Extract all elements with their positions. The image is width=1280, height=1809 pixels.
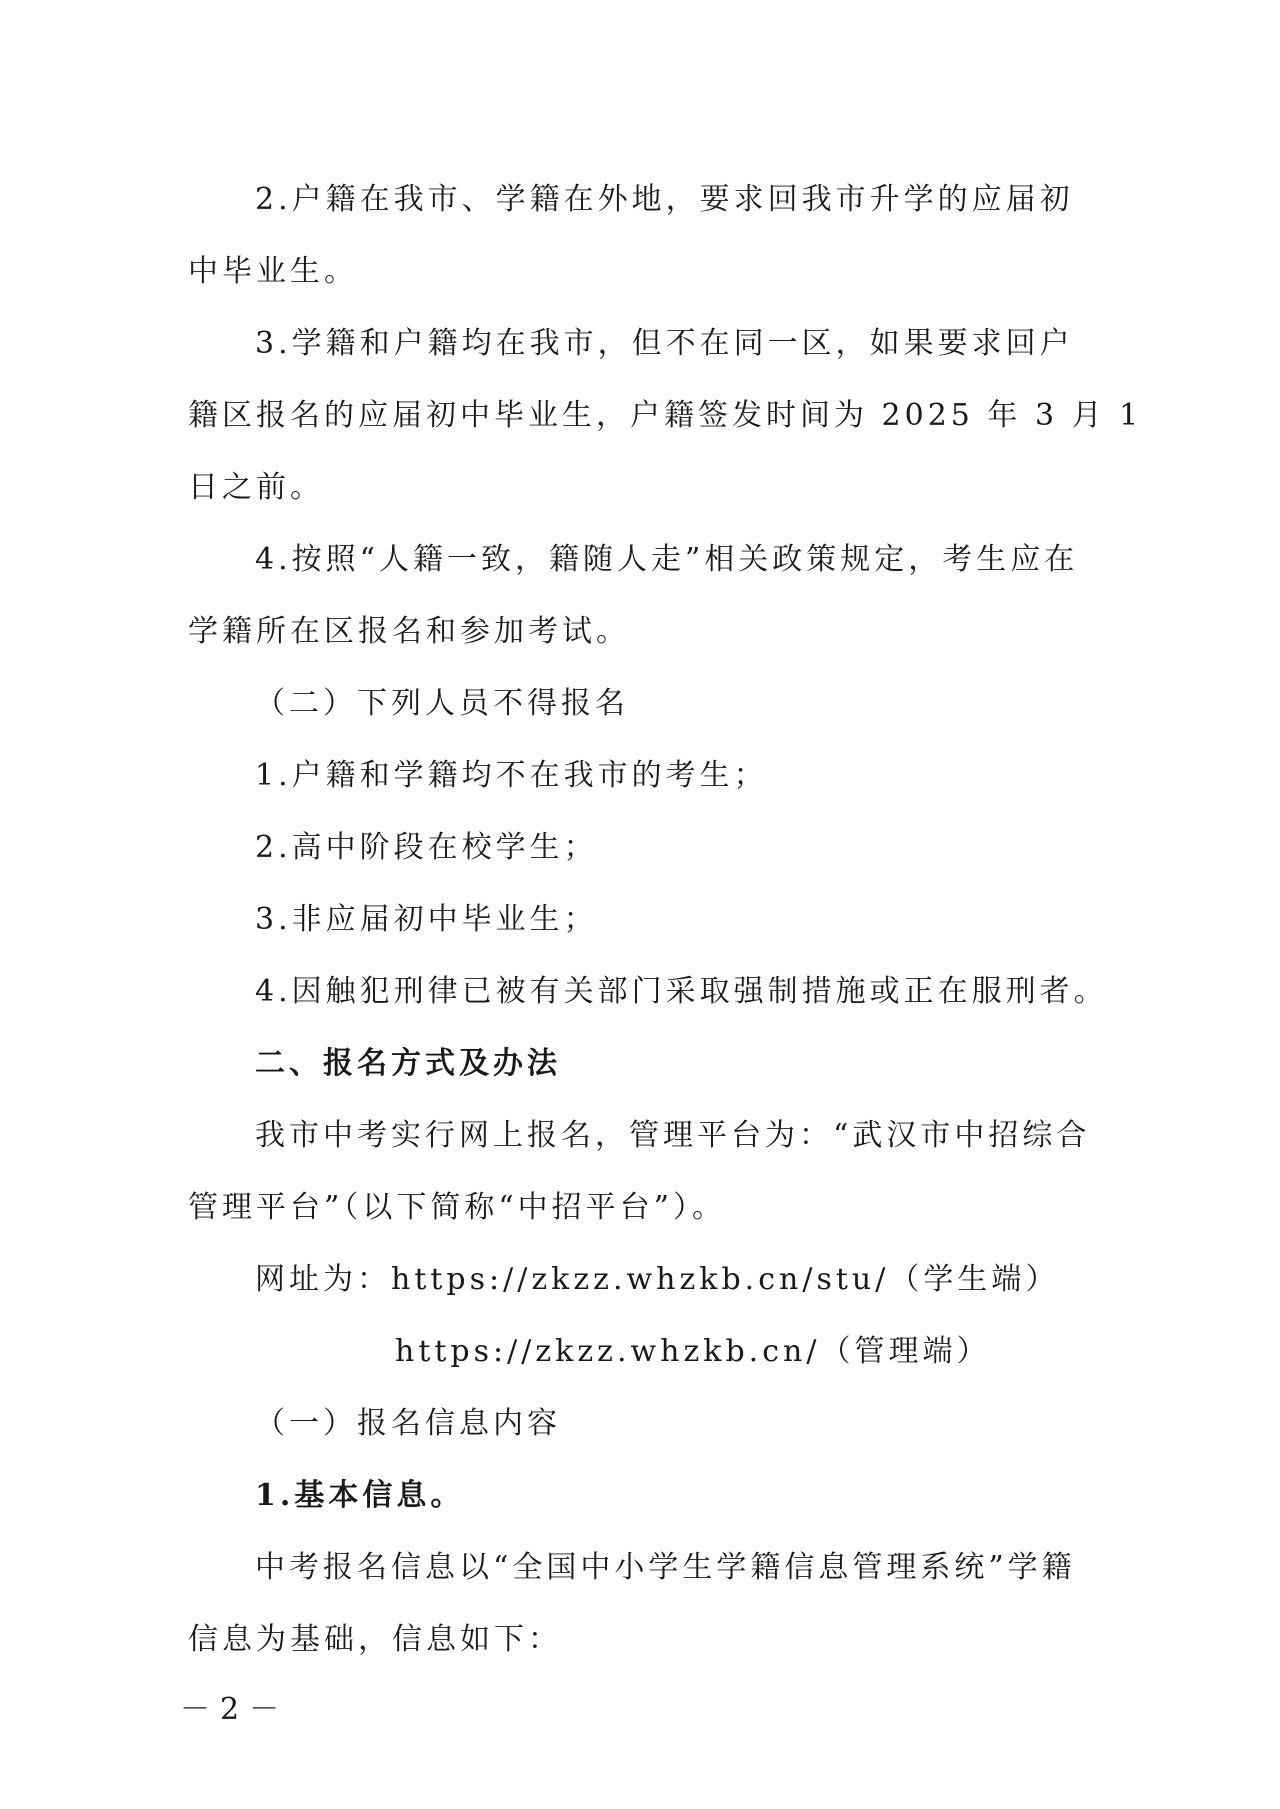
- url-line-student: 网址为：https://zkzz.whzkb.cn/stu/（学生端）: [255, 1262, 1060, 1297]
- paragraph-line: 管理平台”（以下简称“中招平台”）。: [188, 1190, 727, 1225]
- paragraph-line: 4.按照“人籍一致，籍随人走”相关政策规定，考生应在: [255, 542, 1079, 577]
- paragraph-line: 3.学籍和户籍均在我市，但不在同一区，如果要求回户: [255, 326, 1074, 361]
- paragraph-line: 信息为基础，信息如下：: [188, 1622, 562, 1657]
- list-item: 3.非应届初中毕业生；: [255, 902, 598, 937]
- item-heading: 1.基本信息。: [255, 1478, 465, 1513]
- list-item: 2.高中阶段在校学生；: [255, 830, 598, 865]
- subsection-heading: （二）下列人员不得报名: [255, 686, 629, 721]
- paragraph-line: 我市中考实行网上报名，管理平台为：“武汉市中招综合: [255, 1118, 1091, 1153]
- list-item: 4.因触犯刑律已被有关部门采取强制措施或正在服刑者。: [255, 974, 1108, 1009]
- paragraph-line: 日之前。: [188, 470, 324, 505]
- page-number: －2－: [180, 1692, 290, 1727]
- paragraph-line: 中考报名信息以“全国中小学生学籍信息管理系统”学籍: [255, 1550, 1076, 1585]
- paragraph-line: 2.户籍在我市、学籍在外地，要求回我市升学的应届初: [255, 182, 1074, 217]
- paragraph-line: 籍区报名的应届初中毕业生，户籍签发时间为 2025 年 3 月 1: [188, 398, 1143, 433]
- list-item: 1.户籍和学籍均不在我市的考生；: [255, 758, 768, 793]
- section-heading: 二、报名方式及办法: [255, 1046, 561, 1081]
- subsection-heading: （一）报名信息内容: [255, 1406, 561, 1441]
- paragraph-line: 中毕业生。: [188, 254, 358, 289]
- url-line-admin: https://zkzz.whzkb.cn/（管理端）: [395, 1334, 991, 1369]
- paragraph-line: 学籍所在区报名和参加考试。: [188, 614, 630, 649]
